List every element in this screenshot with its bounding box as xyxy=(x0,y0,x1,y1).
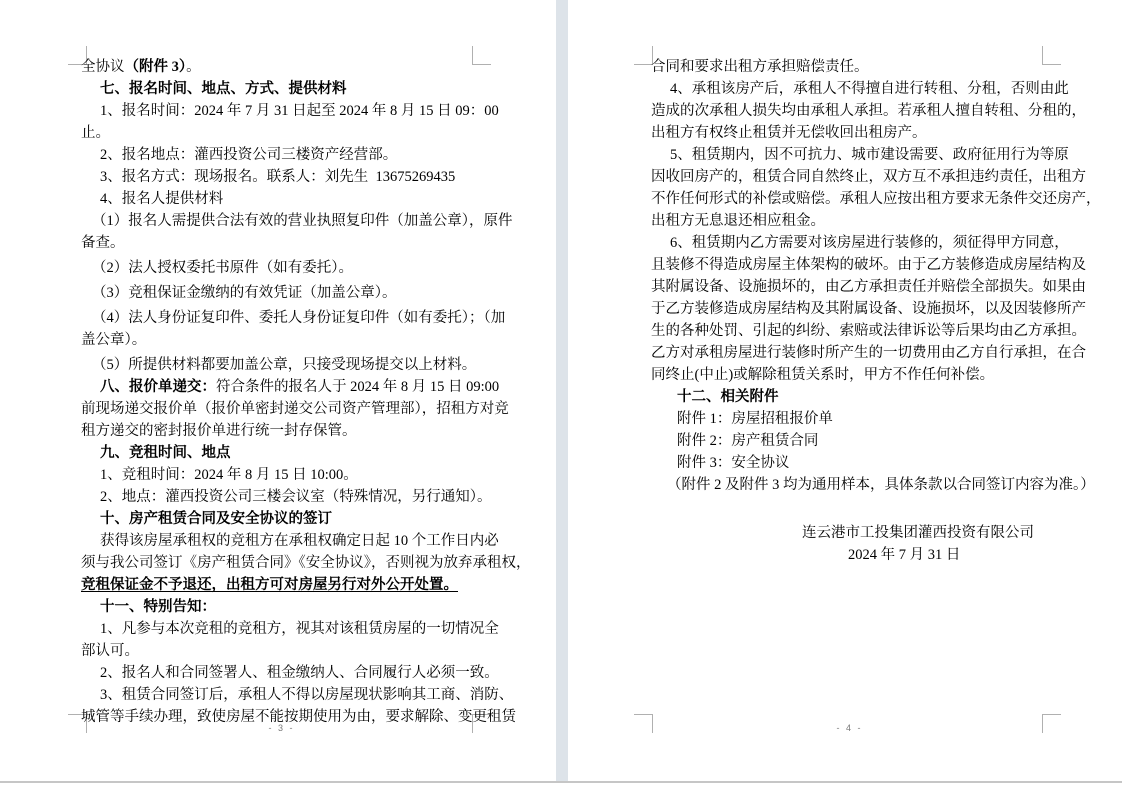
text-line xyxy=(651,210,1048,232)
text-segment: 2、报名人和合同签署人、租金缴纳人、合同履行人必须一致。 xyxy=(100,665,499,681)
text-segment: 。 xyxy=(186,59,201,75)
text-line xyxy=(81,144,482,166)
text-line xyxy=(651,166,1086,188)
text-line xyxy=(81,122,482,144)
text-segment: 城管等手续办理，致使房屋不能按期使用为由，要求解除、变更租赁 xyxy=(81,709,516,725)
text-line xyxy=(81,596,482,618)
text-line xyxy=(651,544,1048,566)
text-line xyxy=(651,474,1095,496)
text-segment: 十一、特别告知： xyxy=(100,599,216,615)
text-segment: 符合条件的报名人于 2024 年 8 月 15 日 09:00 xyxy=(216,379,500,395)
text-segment: 合同和要求出租方承担赔偿责任。 xyxy=(651,59,869,75)
text-segment: 连云港市工投集团灌西投资有限公司 xyxy=(802,525,1034,541)
text-segment: 盖公章）。 xyxy=(81,332,147,348)
page-4 xyxy=(568,0,1122,781)
text-line xyxy=(81,618,499,640)
text-segment: （4）法人身份证复印件、委托人身份证复印件（如有委托）；（加 xyxy=(92,310,506,326)
text-segment: 2、地点：灌西投资公司三楼会议室（特殊情况，另行通知）。 xyxy=(100,489,492,505)
text-segment: 竞租保证金不予退还，出租方可对房屋另行对外公开处置。 xyxy=(81,577,458,593)
text-line xyxy=(81,662,499,684)
text-segment: 于乙方装修造成房屋结构及其附属设备、设施损坏，以及因装修所产 xyxy=(651,301,1086,317)
text-segment: 止。 xyxy=(81,125,110,141)
text-segment: 2、报名地点：灌西投资公司三楼资产经营部。 xyxy=(100,147,398,163)
text-line xyxy=(81,257,482,279)
text-segment: 1、报名时间：2024 年 7 月 31 日起至 2024 年 8 月 15 日 09：00 xyxy=(100,103,499,119)
text-segment: 4、承租该房产后，承租人不得擅自进行转租、分租，否则由此 xyxy=(670,81,1069,97)
text-segment: （3）竞租保证金缴纳的有效凭证（加盖公章）。 xyxy=(92,285,397,301)
text-line xyxy=(81,442,482,464)
text-line xyxy=(81,78,482,100)
text-segment: 同终止(中止)或解除租赁关系时，甲方不作任何补偿。 xyxy=(651,367,995,383)
text-line xyxy=(651,386,1048,408)
text-line xyxy=(81,329,482,351)
text-segment: （2）法人授权委托书原件（如有委托）。 xyxy=(92,260,353,276)
page-3 xyxy=(0,0,556,781)
text-segment: 2024 年 7 月 31 日 xyxy=(848,547,961,563)
text-segment: 租方递交的密封报价单进行统一封存保管。 xyxy=(81,423,357,439)
spacer xyxy=(651,496,1048,522)
text-line xyxy=(651,430,1048,452)
text-segment: 十、房产租赁合同及安全协议的签订 xyxy=(100,511,332,527)
text-segment: 1、竞租时间：2024 年 8 月 15 日 10:00。 xyxy=(100,467,358,483)
text-segment: 八、报价单递交： xyxy=(100,379,216,395)
text-segment: （附件 2 及附件 3 均为通用样本，具体条款以合同签订内容为准。） xyxy=(667,477,1095,493)
text-segment: 前现场递交报价单（报价单密封递交公司资产管理部），招租方对竞 xyxy=(81,401,509,417)
text-segment: 出租方无息退还相应租金。 xyxy=(651,213,825,229)
text-line xyxy=(81,376,500,398)
text-line xyxy=(651,320,1086,342)
text-line xyxy=(651,342,1086,364)
text-segment: 全协议 xyxy=(81,59,125,75)
text-line xyxy=(81,420,482,442)
text-line xyxy=(81,166,482,188)
page-3-text xyxy=(81,56,531,728)
text-segment: 5、租赁期内，因不可抗力、城市建设需要、政府征用行为等原 xyxy=(670,147,1069,163)
text-line xyxy=(651,452,1048,474)
text-segment: 附件 2：房产租赁合同 xyxy=(677,433,819,449)
text-line xyxy=(81,56,482,78)
text-line xyxy=(81,210,513,232)
text-segment: 其附属设备、设施损坏的，由乙方承担责任并赔偿全部损失。如果由 xyxy=(651,279,1086,295)
text-line xyxy=(81,574,482,596)
text-line xyxy=(81,684,514,706)
text-segment: 九、竞租时间、地点 xyxy=(100,445,231,461)
text-line xyxy=(81,188,482,210)
text-line xyxy=(651,276,1086,298)
text-line xyxy=(81,640,482,662)
text-line xyxy=(651,232,1069,254)
text-segment: （5）所提供材料都要加盖公章，只接受现场提交以上材料。 xyxy=(92,357,477,373)
text-line xyxy=(651,78,1069,100)
text-segment: 6、租赁期内乙方需要对该房屋进行装修的，须征得甲方同意， xyxy=(670,235,1069,251)
text-line xyxy=(651,254,1086,276)
text-line xyxy=(81,398,509,420)
text-line xyxy=(81,100,499,122)
text-segment: 七、报名时间、地点、方式、提供材料 xyxy=(100,81,347,97)
text-segment: （1）报名人需提供合法有效的营业执照复印件（加盖公章），原件 xyxy=(92,213,513,229)
text-segment: 生的各种处罚、引起的纠纷、索赔或法律诉讼等后果均由乙方承担。 xyxy=(651,323,1086,339)
text-line xyxy=(651,56,1048,78)
page-number: - 4 - xyxy=(836,723,863,733)
text-line xyxy=(651,522,1048,544)
text-segment: 因收回房产的，租赁合同自然终止，双方互不承担违约责任，出租方 xyxy=(651,169,1086,185)
text-line xyxy=(81,508,482,530)
text-line xyxy=(651,122,1048,144)
text-segment: 附件 1：房屋招租报价单 xyxy=(677,411,833,427)
text-line xyxy=(81,552,531,574)
text-segment: 备查。 xyxy=(81,235,125,251)
page-4-text xyxy=(651,56,1101,566)
text-line xyxy=(651,144,1069,166)
text-line xyxy=(81,464,482,486)
text-segment: 须与我公司签订《房产租赁合同》《安全协议》，否则视为放弃承租权， xyxy=(81,555,531,571)
text-line xyxy=(651,364,1048,386)
text-segment: 附件 3：安全协议 xyxy=(677,455,790,471)
text-segment: 十二、相关附件 xyxy=(677,389,779,405)
text-line xyxy=(81,486,492,508)
text-segment: （附件 3） xyxy=(124,59,187,75)
text-line xyxy=(81,282,482,304)
text-line xyxy=(81,232,482,254)
page-number: - 3 - xyxy=(268,723,295,733)
text-segment: 乙方对承租房屋进行装修时所产生的一切费用由乙方自行承担，在合 xyxy=(651,345,1086,361)
text-line xyxy=(651,100,1086,122)
text-line xyxy=(651,408,1048,430)
text-segment: 3、租赁合同签订后，承租人不得以房屋现状影响其工商、消防、 xyxy=(100,687,514,703)
text-segment: 不作任何形式的补偿或赔偿。承租人应按出租方要求无条件交还房产， xyxy=(651,191,1101,207)
text-line xyxy=(81,354,482,376)
text-segment: 获得该房屋承租权的竞租方在承租权确定日起 10 个工作日内必 xyxy=(100,533,499,549)
bottom-divider xyxy=(0,781,1122,783)
text-segment: 3、报名方式：现场报名。联系人：刘先生 13675269435 xyxy=(100,169,456,185)
text-segment: 4、报名人提供材料 xyxy=(100,191,224,207)
text-segment: 出租方有权终止租赁并无偿收回出租房产。 xyxy=(651,125,927,141)
page-gap xyxy=(556,0,568,781)
text-line xyxy=(651,298,1086,320)
text-segment: 造成的次承租人损失均由承租人承担。若承租人擅自转租、分租的， xyxy=(651,103,1086,119)
text-segment: 1、凡参与本次竞租的竞租方，视其对该租赁房屋的一切情况全 xyxy=(100,621,499,637)
text-line xyxy=(81,307,506,329)
text-segment: 且装修不得造成房屋主体架构的破坏。由于乙方装修造成房屋结构及 xyxy=(651,257,1086,273)
text-line xyxy=(81,530,499,552)
text-segment: 部认可。 xyxy=(81,643,139,659)
text-line xyxy=(651,188,1101,210)
